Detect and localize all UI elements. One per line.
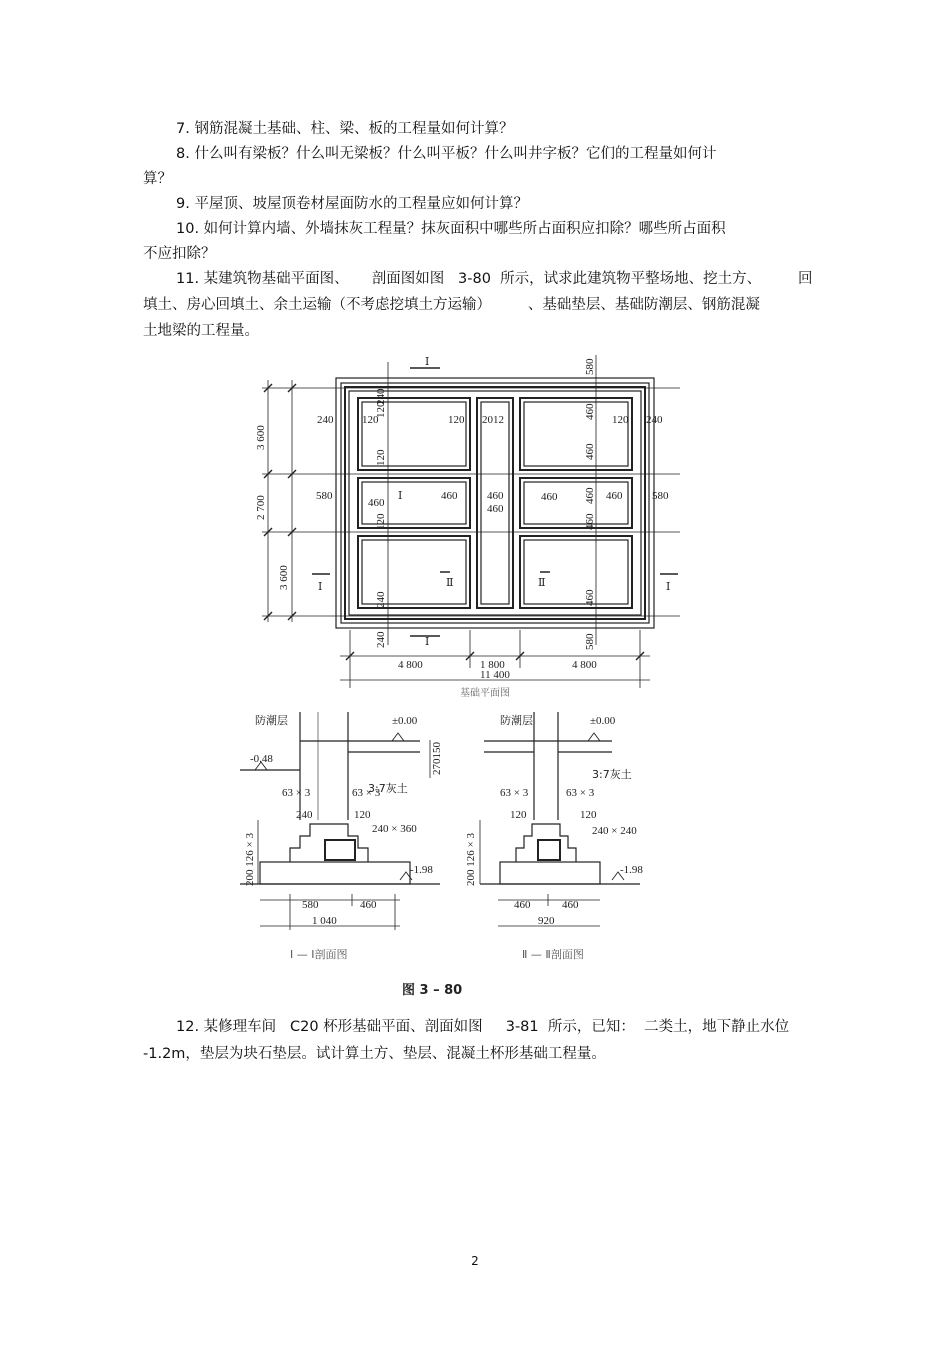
section-1 — [240, 712, 440, 930]
dim-240-top: 240 — [375, 388, 387, 405]
dim-240-bottom: 240 — [375, 631, 387, 648]
s2-elev-top: ±0.00 — [590, 715, 616, 727]
dim-460-r1: 460 — [584, 403, 596, 420]
dim-bottom-4800b: 4 800 — [572, 659, 597, 671]
dim-left-2700: 2 700 — [255, 495, 267, 520]
question-10-line2: 不应扣除？ — [143, 246, 216, 262]
s2-w120b: 120 — [580, 809, 597, 821]
s2-base-total: 920 — [538, 915, 555, 927]
section-mark-1b: Ⅰ — [425, 636, 430, 648]
s1-base-580: 580 — [302, 899, 319, 911]
dim-460-c: 460 — [487, 490, 504, 502]
s1-elev-bottom: -1.98 — [410, 864, 433, 876]
section-mark-2a: Ⅱ — [446, 577, 454, 589]
s1-step-right: 63 × 3 — [352, 787, 381, 799]
s1-soil: 3:7灰土 — [368, 782, 408, 795]
s2-dpc: 防潮层 — [500, 714, 533, 727]
dim-left-3600a: 3 600 — [255, 425, 267, 450]
s2-soil: 3:7灰土 — [592, 768, 632, 781]
s2-elev-bottom: -1.98 — [620, 864, 643, 876]
dim-120-c: 120 — [612, 414, 629, 426]
s2-base-460b: 460 — [562, 899, 579, 911]
s2-caption: Ⅱ — Ⅱ剖面图 — [522, 948, 584, 961]
s2-h-lower: 200 126 × 3 — [465, 833, 477, 886]
dim-240-lower: 240 — [375, 591, 387, 608]
dim-240-left: 240 — [317, 414, 334, 426]
dim-460-r3: 460 — [584, 487, 596, 504]
question-8-line2: 算？ — [143, 171, 172, 187]
dim-460-f: 460 — [606, 490, 623, 502]
dim-580-right: 580 — [652, 490, 669, 502]
plan-caption: 基础平面图 — [460, 688, 510, 699]
s1-elev-ground: -0.48 — [250, 753, 273, 765]
s1-h-lower: 200 126 × 3 — [244, 833, 256, 886]
dim-460-d: 460 — [487, 503, 504, 515]
dim-bottom-1800: 1 800 — [480, 659, 505, 671]
question-11-line1: 11. 某建筑物基础平面图、 剖面图如图 3-80 所示，试求此建筑物平整场地、挖土方、 回 — [176, 271, 813, 287]
dim-460-r5: 460 — [584, 589, 596, 606]
dim-120-b: 120 — [448, 414, 465, 426]
dim-460-r2: 460 — [584, 443, 596, 460]
s1-base-460: 460 — [360, 899, 377, 911]
s2-w120a: 120 — [510, 809, 527, 821]
dim-580-bottom: 580 — [584, 633, 596, 650]
dim-bottom-4800a: 4 800 — [398, 659, 423, 671]
s1-beam: 240 × 360 — [372, 823, 417, 835]
foundation-plan — [262, 355, 680, 688]
section-mark-2b: Ⅱ — [538, 577, 546, 589]
question-7: 7. 钢筋混凝土基础、柱、梁、板的工程量如何计算？ — [176, 121, 514, 137]
dim-120-top: 120 — [375, 401, 387, 418]
section-mark-1c: Ⅰ — [318, 581, 323, 593]
dim-left-3600b: 3 600 — [278, 565, 290, 590]
dim-580-left: 580 — [316, 490, 333, 502]
question-8-line1: 8. 什么叫有梁板？什么叫无梁板？什么叫平板？什么叫井字板？它们的工程量如何计 — [176, 146, 717, 162]
dim-120-mid1: 120 — [375, 449, 387, 466]
s1-caption: Ⅰ — Ⅰ剖面图 — [290, 948, 348, 961]
page-number: 2 — [471, 1254, 479, 1268]
s1-dpc: 防潮层 — [255, 714, 288, 727]
s1-h-upper: 270150 — [431, 742, 443, 775]
section-2 — [480, 712, 640, 926]
s1-elev-top: ±0.00 — [392, 715, 418, 727]
plan-mark-1: Ⅰ — [398, 490, 403, 502]
dim-460-a: 460 — [368, 497, 385, 509]
dim-bottom-total: 11 400 — [480, 669, 510, 681]
dim-240-right: 240 — [646, 414, 663, 426]
s2-base-460a: 460 — [514, 899, 531, 911]
figure-caption: 图 3 – 80 — [402, 983, 463, 998]
dim-580-top: 580 — [584, 358, 596, 375]
section-mark-1d: Ⅰ — [666, 581, 671, 593]
question-9: 9. 平屋顶、坡屋顶卷材屋面防水的工程量应如何计算？ — [176, 196, 528, 212]
question-12-line2: -1.2m，垫层为块石垫层。试计算土方、垫层、混凝土杯形基础工程量。 — [143, 1046, 606, 1062]
question-10-line1: 10. 如何计算内墙、外墙抹灰工程量？抹灰面积中哪些所占面积应扣除？哪些所占面积 — [176, 221, 726, 237]
question-11-line3: 土地梁的工程量。 — [143, 323, 259, 339]
question-12-line1: 12. 某修理车间 C20 杯形基础平面、剖面如图 3-81 所示，已知： 二类土，地下静止水位 — [176, 1019, 790, 1035]
s1-w240: 240 — [296, 809, 313, 821]
s1-step-left: 63 × 3 — [282, 787, 311, 799]
dim-460-r4: 460 — [584, 513, 596, 530]
dim-460-b: 460 — [441, 490, 458, 502]
section-mark-1a: Ⅰ — [425, 356, 430, 368]
s2-step-right: 63 × 3 — [566, 787, 595, 799]
s1-w120: 120 — [354, 809, 371, 821]
s1-base-total: 1 040 — [312, 915, 337, 927]
dim-120-mid2: 120 — [375, 513, 387, 530]
dim-460-e: 460 — [541, 491, 558, 503]
question-11-line2: 填土、房心回填土、余土运输（不考虑挖填土方运输） 、基础垫层、基础防潮层、钢筋混凝 — [143, 297, 760, 313]
dim-120-a: 120 — [362, 414, 379, 426]
s2-step-left: 63 × 3 — [500, 787, 529, 799]
dim-2012: 2012 — [482, 414, 504, 426]
s2-beam: 240 × 240 — [592, 825, 637, 837]
